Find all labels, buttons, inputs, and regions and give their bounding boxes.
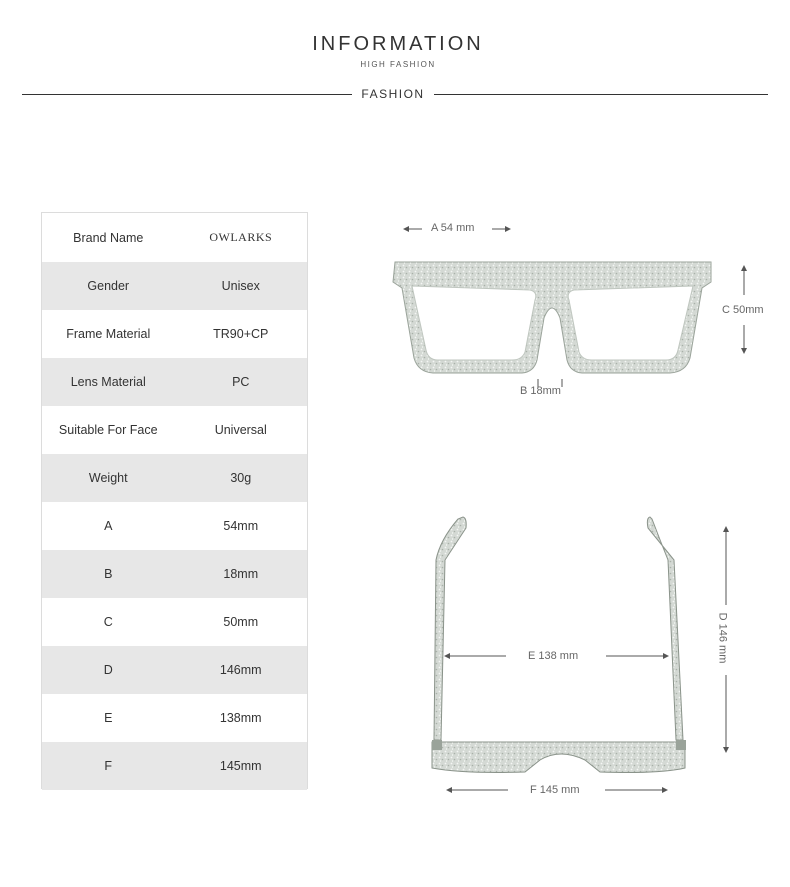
spec-label: D [103, 663, 113, 677]
spec-label: A [104, 519, 113, 533]
dimension-e-label: E 138 mm [528, 650, 579, 662]
spec-label: C [103, 615, 113, 629]
dimension-c-label: C 50mm [722, 304, 764, 316]
dimension-f-label: F 145 mm [530, 784, 580, 796]
spec-label: Frame Material [66, 327, 151, 341]
front-view-glasses [393, 262, 711, 373]
spec-value: 18mm [223, 567, 259, 581]
spec-value: TR90+CP [213, 327, 269, 341]
top-view-glasses [432, 517, 686, 773]
page-subtitle: HIGH FASHION [360, 60, 436, 69]
page-title: INFORMATION [312, 33, 484, 55]
spec-label: Lens Material [70, 375, 146, 389]
spec-label: B [104, 567, 113, 581]
spec-value: Universal [214, 423, 267, 437]
spec-value: 30g [230, 471, 252, 485]
spec-value: Unisex [221, 279, 260, 293]
spec-label: Gender [87, 279, 130, 293]
spec-label: E [104, 711, 113, 725]
section-label: FASHION [361, 87, 425, 101]
dimension-b-label: B 18mm [520, 385, 561, 397]
dimension-d-label: D 146 mm [716, 612, 729, 664]
spec-value: 50mm [223, 615, 259, 629]
spec-label: Suitable For Face [58, 423, 158, 437]
spec-value: PC [232, 375, 250, 389]
spec-value: 146mm [219, 663, 262, 677]
spec-value: 145mm [219, 759, 262, 773]
spec-value: OWLARKS [209, 230, 273, 244]
spec-label: Brand Name [73, 230, 144, 245]
spec-value: 54mm [223, 519, 259, 533]
spec-value: 138mm [219, 711, 262, 725]
spec-label: Weight [88, 471, 128, 485]
spec-label: F [104, 759, 113, 773]
dimension-a-label: A 54 mm [431, 222, 475, 234]
